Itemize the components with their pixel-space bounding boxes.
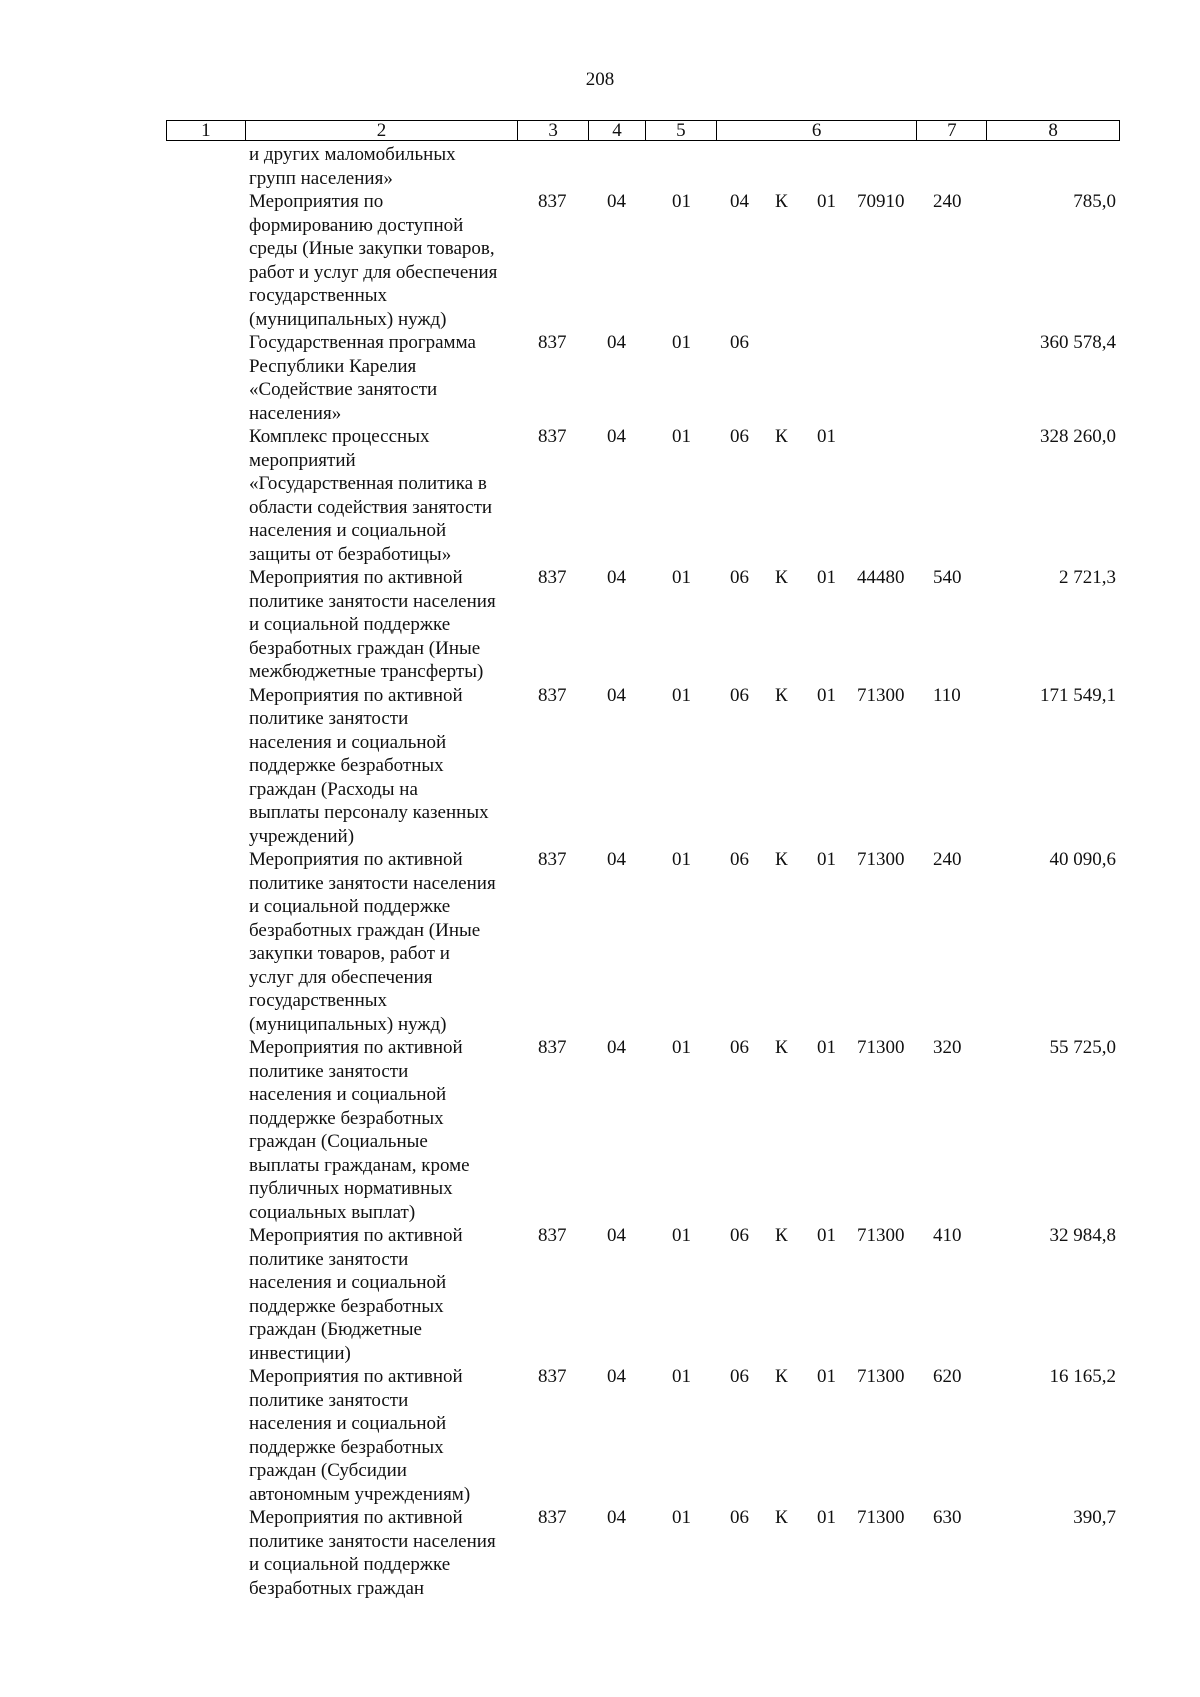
k-code: К (775, 426, 788, 447)
direction-code: 71300 (857, 1225, 905, 1246)
ministry-code: 837 (538, 1037, 567, 1058)
ministry-code: 837 (538, 849, 567, 870)
amount: 32 984,8 (1049, 1225, 1116, 1246)
ministry-code: 837 (538, 1366, 567, 1387)
k-code: К (775, 1225, 788, 1246)
subprogram-code: 01 (817, 1507, 836, 1528)
table-row (166, 1224, 1120, 1365)
section-code: 04 (607, 567, 626, 588)
subsection-code: 01 (672, 567, 691, 588)
table-row (166, 684, 1120, 849)
k-code: К (775, 567, 788, 588)
row-description: Государственная программа Республики Карелия «Содействие занятости населения» (249, 332, 476, 424)
header-col-1: 1 (201, 120, 211, 141)
ministry-code: 837 (538, 332, 567, 353)
row-description: и других маломобильных групп населения» (249, 144, 456, 189)
k-code: К (775, 1366, 788, 1387)
expense-type-code: 540 (933, 567, 962, 588)
program-code: 06 (730, 849, 749, 870)
header-col-8: 8 (986, 121, 1119, 140)
section-code: 04 (607, 1366, 626, 1387)
amount: 328 260,0 (1040, 426, 1116, 447)
row-description: Комплекс процессных мероприятий «Государственная политика в области содействия занятости населения и социальной защиты от безработицы» (249, 426, 493, 565)
subprogram-code: 01 (817, 684, 836, 706)
section-code: 04 (607, 1225, 626, 1246)
amount: 40 090,6 (1049, 849, 1116, 870)
header-col-5: 5 (645, 121, 716, 140)
header-col-2: 2 (245, 121, 517, 140)
direction-code: 71300 (857, 1366, 905, 1387)
subsection-code: 01 (672, 1366, 691, 1387)
k-code: К (775, 191, 788, 212)
amount: 16 165,2 (1049, 1366, 1116, 1387)
expense-type-code: 110 (933, 684, 961, 706)
table-row (166, 331, 1120, 425)
program-code: 06 (730, 426, 749, 447)
program-code: 06 (730, 567, 749, 588)
subprogram-code: 01 (817, 1225, 836, 1246)
ministry-code: 837 (538, 426, 567, 447)
expense-type-code: 410 (933, 1225, 962, 1246)
section-code: 04 (607, 332, 626, 353)
ministry-code: 837 (538, 567, 567, 588)
header-col-6: 6 (716, 121, 917, 140)
section-code: 04 (607, 426, 626, 447)
amount: 785,0 (1073, 191, 1116, 212)
subprogram-code: 01 (817, 191, 836, 212)
table-row (166, 1036, 1120, 1224)
table-row (166, 1506, 1120, 1600)
page-number: 208 (585, 69, 615, 90)
expense-type-code: 630 (933, 1507, 962, 1528)
program-code: 06 (730, 1037, 749, 1058)
subsection-code: 01 (672, 332, 691, 353)
program-code: 06 (730, 332, 749, 353)
section-code: 04 (607, 191, 626, 212)
table-row (166, 1365, 1120, 1506)
ministry-code: 837 (538, 1225, 567, 1246)
direction-code: 71300 (857, 684, 905, 706)
program-code: 04 (730, 191, 749, 212)
table-row (166, 143, 1120, 190)
row-description: Мероприятия по активной политике занятости населения и социальной поддержке безработных граждан (Субсидии автономным учреждениям) (249, 1366, 471, 1505)
subsection-code: 01 (672, 191, 691, 212)
subsection-code: 01 (672, 1507, 691, 1528)
expense-type-code: 320 (933, 1037, 962, 1058)
header-col-4: 4 (588, 121, 645, 140)
section-code: 04 (607, 1507, 626, 1528)
direction-code: 71300 (857, 1507, 905, 1528)
ministry-code: 837 (538, 191, 567, 212)
program-code: 06 (730, 1507, 749, 1528)
amount: 55 725,0 (1049, 1037, 1116, 1058)
amount: 360 578,4 (1040, 332, 1116, 353)
subprogram-code: 01 (817, 426, 836, 447)
subprogram-code: 01 (817, 567, 836, 588)
expense-type-code: 240 (933, 191, 962, 212)
program-code: 06 (730, 1225, 749, 1246)
subsection-code: 01 (672, 1037, 691, 1058)
k-code: К (775, 684, 788, 706)
subsection-code: 01 (672, 849, 691, 870)
amount: 171 549,1 (1040, 684, 1116, 706)
table-row (166, 190, 1120, 331)
k-code: К (775, 849, 788, 870)
expense-type-code: 620 (933, 1366, 962, 1387)
row-description: Мероприятия по активной политике занятости населения и социальной поддержке безработных граждан (Иные межбюджетные трансферты) (249, 567, 496, 682)
subprogram-code: 01 (817, 1366, 836, 1387)
program-code: 06 (730, 684, 749, 706)
row-description: Мероприятия по активной политике занятости населения и социальной поддержке безработных граждан (Расходы на выплаты персоналу казенных учреждений) (249, 684, 489, 847)
k-code: К (775, 1507, 788, 1528)
expense-type-code: 240 (933, 849, 962, 870)
row-description: Мероприятия по активной политике занятости населения и социальной поддержке безработных граждан (Бюджетные инвестиции) (249, 1225, 463, 1364)
subprogram-code: 01 (817, 849, 836, 870)
row-description: Мероприятия по формированию доступной среды (Иные закупки товаров, работ и услуг для обеспечения государственных (муниципальных) нужд) (249, 191, 498, 330)
ministry-code: 837 (538, 684, 567, 706)
table-body (166, 143, 1120, 1600)
row-description: Мероприятия по активной политике занятости населения и социальной поддержке безработных граждан (249, 1507, 496, 1599)
amount: 2 721,3 (1059, 567, 1116, 588)
ministry-code: 837 (538, 1507, 567, 1528)
subsection-code: 01 (672, 1225, 691, 1246)
subsection-code: 01 (672, 426, 691, 447)
program-code: 06 (730, 1366, 749, 1387)
subprogram-code: 01 (817, 1037, 836, 1058)
table-row (166, 566, 1120, 684)
row-description: Мероприятия по активной политике занятости населения и социальной поддержке безработных граждан (Социальные выплаты гражданам, кроме публичных нормативных социальных выплат) (249, 1037, 470, 1223)
direction-code: 44480 (857, 567, 905, 588)
direction-code: 71300 (857, 849, 905, 870)
section-code: 04 (607, 1037, 626, 1058)
direction-code: 71300 (857, 1037, 905, 1058)
section-code: 04 (607, 849, 626, 870)
amount: 390,7 (1073, 1507, 1116, 1528)
section-code: 04 (607, 684, 626, 706)
table-row (166, 425, 1120, 566)
direction-code: 70910 (857, 191, 905, 212)
subsection-code: 01 (672, 684, 691, 706)
table-header (166, 120, 1120, 141)
header-col-7: 7 (916, 121, 986, 140)
k-code: К (775, 1037, 788, 1058)
header-col-3: 3 (517, 121, 588, 140)
table-row (166, 848, 1120, 1036)
row-description: Мероприятия по активной политике занятости населения и социальной поддержке безработных граждан (Иные закупки товаров, работ и услуг для обеспечения государственных (муниципальных) нужд) (249, 849, 496, 1035)
